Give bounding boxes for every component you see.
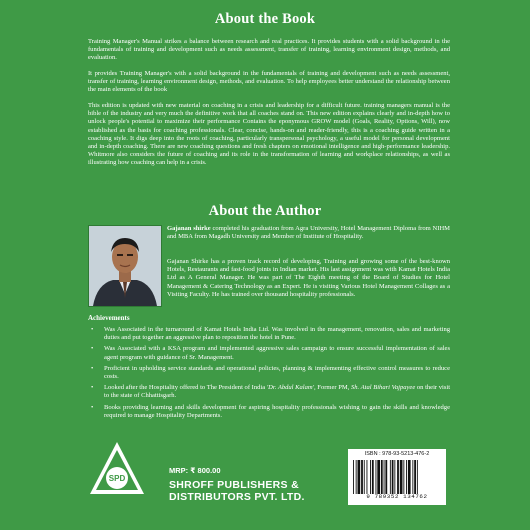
author-bio-1 xyxy=(167,225,450,241)
about-book-heading: About the Book xyxy=(214,11,316,27)
achievement-item-4-kalam: 'Dr. Abdul Kalam' xyxy=(266,384,315,392)
achievement-item-4-vajpayee: Sh. Atal Bihari Vajpayee xyxy=(350,384,416,392)
achievement-item: • Was Associated in the turnaround of Kamat Hotels India Ltd. Was involved in the management, renovation, sales and marketing duties and put together an aggressive plan to reposition the hotel in Pune. xyxy=(88,326,450,342)
author-name: Gajanan shirke xyxy=(167,225,211,232)
publisher-line-1: SHROFF PUBLISHERS & xyxy=(169,479,299,491)
achievements-title: Achievements xyxy=(88,314,130,322)
author-bio-1-rest: completed his graduation from Agra University, Hotel Management Diploma from NIHM and MBA from Magadh University and Member of Institute of Hospitality. xyxy=(167,225,450,241)
barcode-icon xyxy=(351,460,443,494)
about-book-paragraph-3: This edition is updated with new material on coaching in a crisis and leadership for a difficult future. training managers manual is the bible of the industry and very much the definitive work that all coaches stand on. This new edition explains clearly and in-depth how to unlock people's potential to maximize their performance Contains the eponymous GROW model (Goals, Reality, Options, Will), now established as the basis for coaching professionals. Clear, concise, hands-on and reader-friendly, this is a coaching guide written in a coaching style. It digs deep into the roots of coaching, particularly transpersonal psychology, a useful model for personal development and in-depth coaching. There are new coaching questions and fresh chapters on emotional intelligence and high-performance leadership. Whitmore also considers the future of coaching and its role in the transformation of learning and workplace relationships, as well as illustrating how coaching can help in a crisis. xyxy=(88,102,450,167)
spd-logo xyxy=(88,440,146,498)
achievement-item: • Books providing learning and skills development for aspiring hospitality professionals wishing to gain the skills and knowledge required to manage Hospitality Departments. xyxy=(88,404,450,420)
about-author-heading: About the Author xyxy=(208,203,322,219)
about-book-paragraph-1: Training Manager's Manual strikes a balance between research and real practices. It provides students with a solid background in the fundamentals of training and development such as needs assessment, transfer of training, learning environment design, methods, and evaluation. xyxy=(88,38,450,62)
achievement-item xyxy=(88,384,450,400)
barcode-number: 9 789352 134762 xyxy=(366,493,428,500)
isbn-label: ISBN : 978-93-5213-476-2 xyxy=(364,451,430,457)
isbn-barcode-box xyxy=(348,449,446,505)
achievement-item-4-text-e: on their visit to the state of Chhattisgarh. xyxy=(104,384,451,400)
achievements-list xyxy=(88,326,450,423)
author-photo xyxy=(88,225,162,307)
mrp-price: MRP: ₹ 800.00 xyxy=(169,466,221,475)
achievement-item-4-text-c: , Former PM, xyxy=(314,384,351,392)
publisher-line-2: DISTRIBUTORS PVT. LTD. xyxy=(169,491,305,503)
achievement-item: • Was Associated with a KSA program and implemented aggressive sales campaign to ensure successful implementation of sales agent program with guidance of Sr. Management. xyxy=(88,345,450,361)
publisher-name xyxy=(169,479,344,503)
about-book-paragraph-2: It provides Training Manager's with a solid background in the fundamentals of training and development such as needs assessment, transfer of training, learning environment design, methods, and evaluation. To help employees better understand the relationship between the main elements of the book xyxy=(88,70,450,94)
achievement-item: • Proficient in upholding service standards and operational policies, planning & implementing effective control measures to reduce costs. xyxy=(88,365,450,381)
author-bio-2: Gajanan Shirke has a proven track record of developing, Training and growing some of the best-known Hotels, Restaurants and fast-food joints in Indian market. His last assignment was with Kamat Hotels India Ltd as A General Manager. He was part of The Eighth meeting of the Board of Studies for Hotel Management & Catering Technology as an Expert. He is visiting Various Hotel Management Collages as a Visiting Faculty. He has trained over thousand hospitality professionals. xyxy=(167,258,450,298)
achievement-item-4-text-a: Looked after the Hospitality offered to The President of India xyxy=(104,384,267,392)
spd-logo-text: SPD xyxy=(108,474,126,483)
